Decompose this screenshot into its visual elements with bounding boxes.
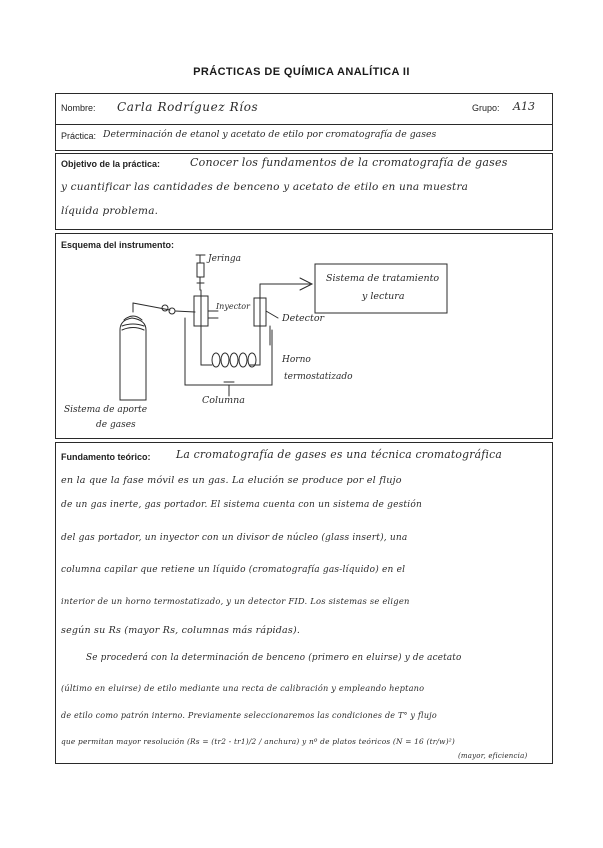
info-divider	[55, 124, 553, 125]
fundamento-line-11: que permitan mayor resolución (Rs = (tr2 - tr1)/2 / anchura) y nº de platos teóricos (N = 16 (tr/w)²)	[61, 737, 456, 746]
fundamento-line-12: (mayor, eficiencia)	[458, 752, 528, 760]
label-jeringa: Jeringa	[208, 254, 242, 264]
grupo-value: A13	[513, 100, 535, 113]
label-inyector: Inyector	[216, 302, 250, 311]
esquema-label: Esquema del instrumento:	[61, 240, 175, 250]
label-columna: Columna	[202, 395, 245, 406]
nombre-label: Nombre:	[61, 103, 96, 113]
label-lectura: y lectura	[362, 291, 405, 302]
grupo-label: Grupo:	[472, 103, 500, 113]
fundamento-line-5: columna capilar que retiene un líquido (cromatografía gas-líquido) en el	[61, 565, 406, 575]
practica-label: Práctica:	[61, 131, 97, 141]
fundamento-line-2: en la que la fase móvil es un gas. La elución se produce por el flujo	[61, 475, 402, 486]
label-de-gases: de gases	[96, 420, 136, 430]
objetivo-label: Objetivo de la práctica:	[61, 159, 161, 169]
fundamento-line-4: del gas portador, un inyector con un divisor de núcleo (glass insert), una	[61, 533, 408, 543]
fundamento-line-10: de etilo como patrón interno. Previamente seleccionaremos las condiciones de T° y flujo	[61, 711, 437, 720]
fundamento-label: Fundamento teórico:	[61, 452, 151, 462]
fundamento-line-9: (último en eluirse) de etilo mediante una recta de calibración y empleando heptano	[61, 683, 425, 693]
objetivo-line-1: Conocer los fundamentos de la cromatografía de gases	[190, 156, 508, 169]
page-title: PRÁCTICAS DE QUÍMICA ANALÍTICA II	[193, 66, 410, 78]
fundamento-line-3: de un gas inerte, gas portador. El sistema cuenta con un sistema de gestión	[61, 500, 422, 510]
practica-value: Determinación de etanol y acetato de etilo por cromatografía de gases	[103, 129, 437, 140]
label-sistema-tratamiento: Sistema de tratamiento	[326, 273, 440, 284]
fundamento-line-7: según su Rs (mayor Rs, columnas más rápidas).	[61, 625, 301, 636]
objetivo-line-2: y cuantificar las cantidades de benceno y acetato de etilo en una muestra	[61, 181, 469, 193]
nombre-value: Carla Rodríguez Ríos	[117, 100, 259, 114]
label-horno: Horno	[282, 355, 311, 365]
objetivo-line-3: líquida problema.	[61, 205, 159, 217]
fundamento-line-8: Se procederá con la determinación de benceno (primero en eluirse) y de acetato	[86, 653, 462, 663]
fundamento-line-6: interior de un horno termostatizado, y un detector FID. Los sistemas se eligen	[61, 596, 410, 606]
label-detector: Detector	[282, 313, 325, 324]
fundamento-line-1: La cromatografía de gases es una técnica cromatográfica	[176, 448, 502, 461]
label-termostatizado: termostatizado	[284, 372, 353, 382]
label-sistema-aporte: Sistema de aporte	[64, 405, 148, 415]
